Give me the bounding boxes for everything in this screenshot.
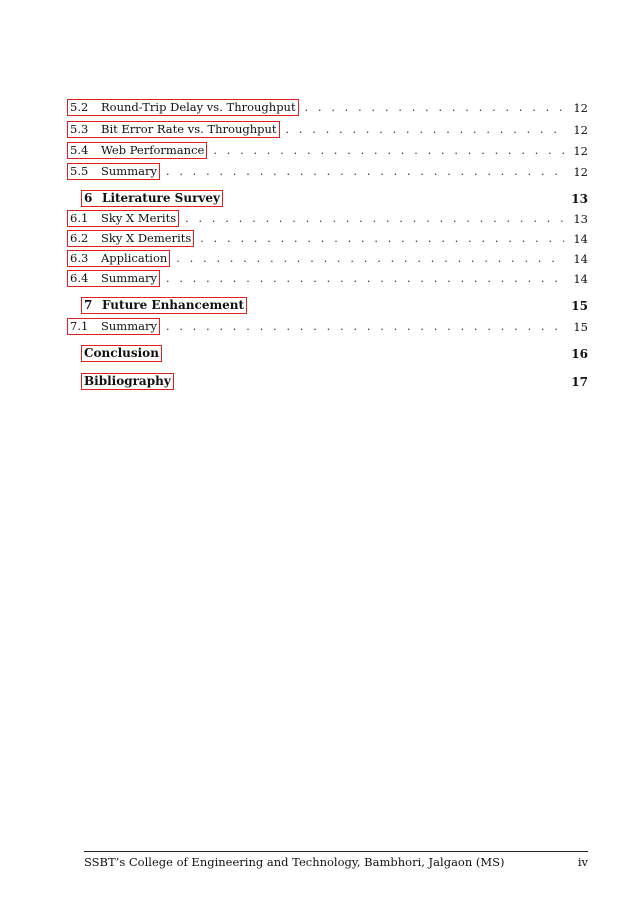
section-number: 5.4 [70,143,89,157]
toc-chapter-6[interactable] [84,190,588,207]
section-title: Web Performance [101,143,205,157]
chapter-title: Future Enhancement [102,298,245,312]
toc-link-6-3[interactable] [67,250,170,267]
page-number[interactable]: 14 [573,271,588,286]
section-number: 6.2 [70,231,89,245]
chapter-title: Literature Survey [102,191,220,205]
toc-link-6[interactable] [81,190,223,207]
section-number: 6.4 [70,271,89,285]
section-title: Summary [101,164,157,178]
page-number[interactable]: 12 [573,100,588,115]
footer-rule [84,851,588,852]
toc-link-conclusion[interactable] [81,345,162,362]
toc-entry-5-3[interactable] [70,121,588,138]
page-number[interactable]: 13 [573,211,588,226]
dot-leader [176,252,564,265]
page-number[interactable]: 15 [571,298,588,313]
dot-leader [213,144,564,157]
section-title: Bit Error Rate vs. Throughput [101,122,277,136]
section-title: Application [101,251,168,265]
page-number[interactable]: 15 [573,319,588,334]
section-title: Round-Trip Delay vs. Throughput [101,100,296,114]
dot-leader [286,123,564,136]
dot-leader [166,320,564,333]
section-number: 7.1 [70,319,89,333]
toc-entry-7-1[interactable] [70,318,588,335]
dot-leader [166,165,564,178]
section-number: 5.3 [70,122,89,136]
page-footer [84,855,588,869]
page-number[interactable]: 17 [571,374,588,389]
toc-link-7[interactable] [81,297,247,314]
dot-leader [305,101,564,114]
section-title: Sky X Demerits [101,231,192,245]
toc-entry-6-4[interactable] [70,270,588,287]
section-title: Summary [101,271,157,285]
chapter-title: Conclusion [84,346,159,360]
section-title: Sky X Merits [101,211,177,225]
page-number[interactable]: 12 [573,122,588,137]
toc-chapter-7[interactable] [84,297,588,314]
dot-leader [166,272,564,285]
page-number[interactable]: 12 [573,164,588,179]
toc-link-6-4[interactable] [67,270,160,287]
footer-page-number: iv [577,855,588,869]
page-number[interactable]: 16 [571,346,588,361]
section-number: 5.2 [70,100,89,114]
page-number[interactable]: 14 [573,231,588,246]
chapter-number: 6 [84,191,93,205]
toc-link-5-2[interactable] [67,99,299,116]
toc-link-bibliography[interactable] [81,373,174,390]
toc-entry-5-2[interactable] [70,99,588,116]
toc-entry-5-4[interactable] [70,142,588,159]
dot-leader [185,212,564,225]
section-number: 6.3 [70,251,89,265]
toc-link-5-5[interactable] [67,163,160,180]
toc-link-7-1[interactable] [67,318,160,335]
footer-institution: SSBT’s College of Engineering and Technology, Bambhori, Jalgaon (MS) [84,855,505,869]
page-number[interactable]: 12 [573,143,588,158]
toc-link-5-4[interactable] [67,142,207,159]
toc-entry-6-1[interactable] [70,210,588,227]
section-number: 5.5 [70,164,89,178]
page-number[interactable]: 13 [571,191,588,206]
toc-entry-6-2[interactable] [70,230,588,247]
section-number: 6.1 [70,211,89,225]
dot-leader [200,232,564,245]
toc-conclusion[interactable] [84,345,588,362]
toc-link-5-3[interactable] [67,121,280,138]
toc-entry-6-3[interactable] [70,250,588,267]
toc-link-6-2[interactable] [67,230,194,247]
chapter-title: Bibliography [84,374,171,388]
toc-link-6-1[interactable] [67,210,179,227]
section-title: Summary [101,319,157,333]
chapter-number: 7 [84,298,93,312]
toc-entry-5-5[interactable] [70,163,588,180]
page-number[interactable]: 14 [573,251,588,266]
toc-bibliography[interactable] [84,373,588,390]
